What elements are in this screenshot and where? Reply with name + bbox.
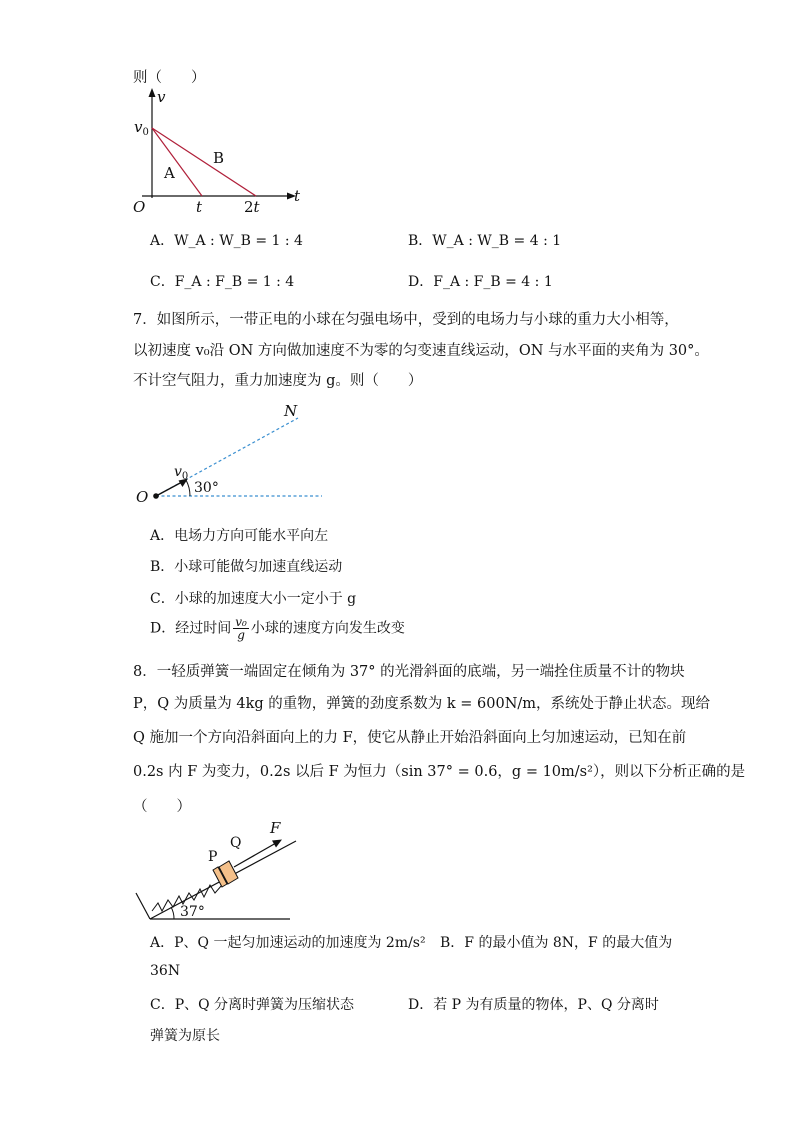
q8-stem-line-4: 0.2s 内 F 为变力，0.2s 以后 F 为恒力（sin 37° = 0.6，g = 10m/s²），则以下分析正确的是 bbox=[133, 764, 746, 780]
q8-wall bbox=[136, 893, 150, 919]
q7-option-c[interactable]: C．小球的加速度大小一定小于 g bbox=[150, 591, 357, 607]
q8-stem-line-2: P，Q 为质量为 4kg 的重物，弹簧的劲度系数为 k = 600N/m，系统处于静止状态。现给 bbox=[133, 696, 711, 712]
q8-option-d-continued[interactable]: 弹簧为原长 bbox=[150, 1028, 220, 1044]
q6-stem-tail: 则（ ） bbox=[133, 70, 206, 86]
q8-force-arrowhead bbox=[272, 840, 282, 848]
q7-option-d-fraction bbox=[233, 616, 249, 641]
q6-option-b[interactable]: B．W_A : W_B = 4 : 1 bbox=[408, 233, 562, 249]
q6-tick-t-label: t bbox=[196, 198, 203, 216]
q8-label-angle: 37° bbox=[180, 904, 205, 920]
q7-stem-line-3: 不计空气阻力，重力加速度为 g。则（ ） bbox=[133, 373, 423, 389]
q6-tick-2t-label: 2t bbox=[244, 198, 260, 216]
q6-option-c[interactable]: C．F_A : F_B = 1 : 4 bbox=[150, 274, 295, 290]
q8-label-p: P bbox=[208, 849, 218, 865]
q7-option-d[interactable] bbox=[150, 616, 405, 641]
q7-label-n: N bbox=[284, 402, 298, 420]
q8-label-f: F bbox=[270, 819, 281, 837]
q6-y-arrow bbox=[149, 88, 156, 97]
q6-option-a[interactable]: A．W_A : W_B = 1 : 4 bbox=[150, 233, 303, 249]
q8-incline-figure bbox=[130, 815, 310, 925]
q7-option-d-prefix: D．经过时间 bbox=[150, 620, 232, 637]
q7-option-b[interactable]: B．小球可能做匀加速直线运动 bbox=[150, 559, 343, 575]
q7-stem-line-1: 7．如图所示，一带正电的小球在匀强电场中，受到的电场力与小球的重力大小相等， bbox=[133, 312, 679, 328]
q6-v0-label: $v_0$ bbox=[134, 118, 149, 138]
q7-option-d-suffix: 小球的速度方向发生改变 bbox=[250, 620, 405, 637]
q8-label-q: Q bbox=[230, 835, 242, 851]
q7-label-v0: $v_0$ bbox=[174, 464, 189, 482]
q8-angle-arc bbox=[171, 907, 174, 919]
q8-option-d[interactable]: D．若 P 为有质量的物体，P、Q 分离时 bbox=[408, 997, 659, 1013]
q8-stem-line-5: （ ） bbox=[133, 799, 191, 815]
q6-y-axis-label: v bbox=[157, 88, 166, 106]
q7-label-o: O bbox=[136, 488, 149, 506]
q8-option-c[interactable]: C．P、Q 分离时弹簧为压缩状态 bbox=[150, 997, 355, 1013]
q8-option-b[interactable]: B．F 的最小值为 8N，F 的最大值为 bbox=[440, 935, 673, 951]
q8-stem-line-1: 8．一轻质弹簧一端固定在倾角为 37° 的光滑斜面的底端，另一端拴住质量不计的物块 bbox=[133, 664, 685, 680]
q7-label-angle: 30° bbox=[194, 480, 219, 496]
q7-figure bbox=[130, 400, 330, 510]
q6-origin-label: O bbox=[133, 198, 146, 216]
q8-option-b-continued[interactable]: 36N bbox=[150, 963, 181, 979]
q7-fraction-numerator: v₀ bbox=[235, 615, 247, 629]
q6-x-axis-label: t bbox=[294, 187, 301, 205]
q7-stem-line-2: 以初速度 v₀沿 ON 方向做加速度不为零的匀变速直线运动，ON 与水平面的夹角为 30°。 bbox=[133, 343, 709, 359]
q6-label-a: A bbox=[164, 164, 175, 182]
q7-v0-arrow bbox=[156, 482, 182, 496]
q7-ball bbox=[153, 493, 159, 499]
q6-label-b: B bbox=[213, 149, 225, 167]
q6-vt-graph bbox=[128, 86, 328, 216]
q7-option-a[interactable]: A．电场力方向可能水平向左 bbox=[150, 528, 329, 544]
q7-angle-arc bbox=[186, 480, 190, 496]
q7-fraction-denominator: g bbox=[237, 628, 245, 642]
q6-option-d[interactable]: D．F_A : F_B = 4 : 1 bbox=[408, 274, 553, 290]
q8-option-a[interactable]: A．P、Q 一起匀加速运动的加速度为 2m/s² bbox=[150, 935, 426, 951]
q8-stem-line-3: Q 施加一个方向沿斜面向上的力 F，使它从静止开始沿斜面向上匀加速运动，已知在前 bbox=[133, 730, 687, 746]
q6-line-b bbox=[152, 128, 256, 196]
q6-line-a bbox=[152, 128, 202, 196]
